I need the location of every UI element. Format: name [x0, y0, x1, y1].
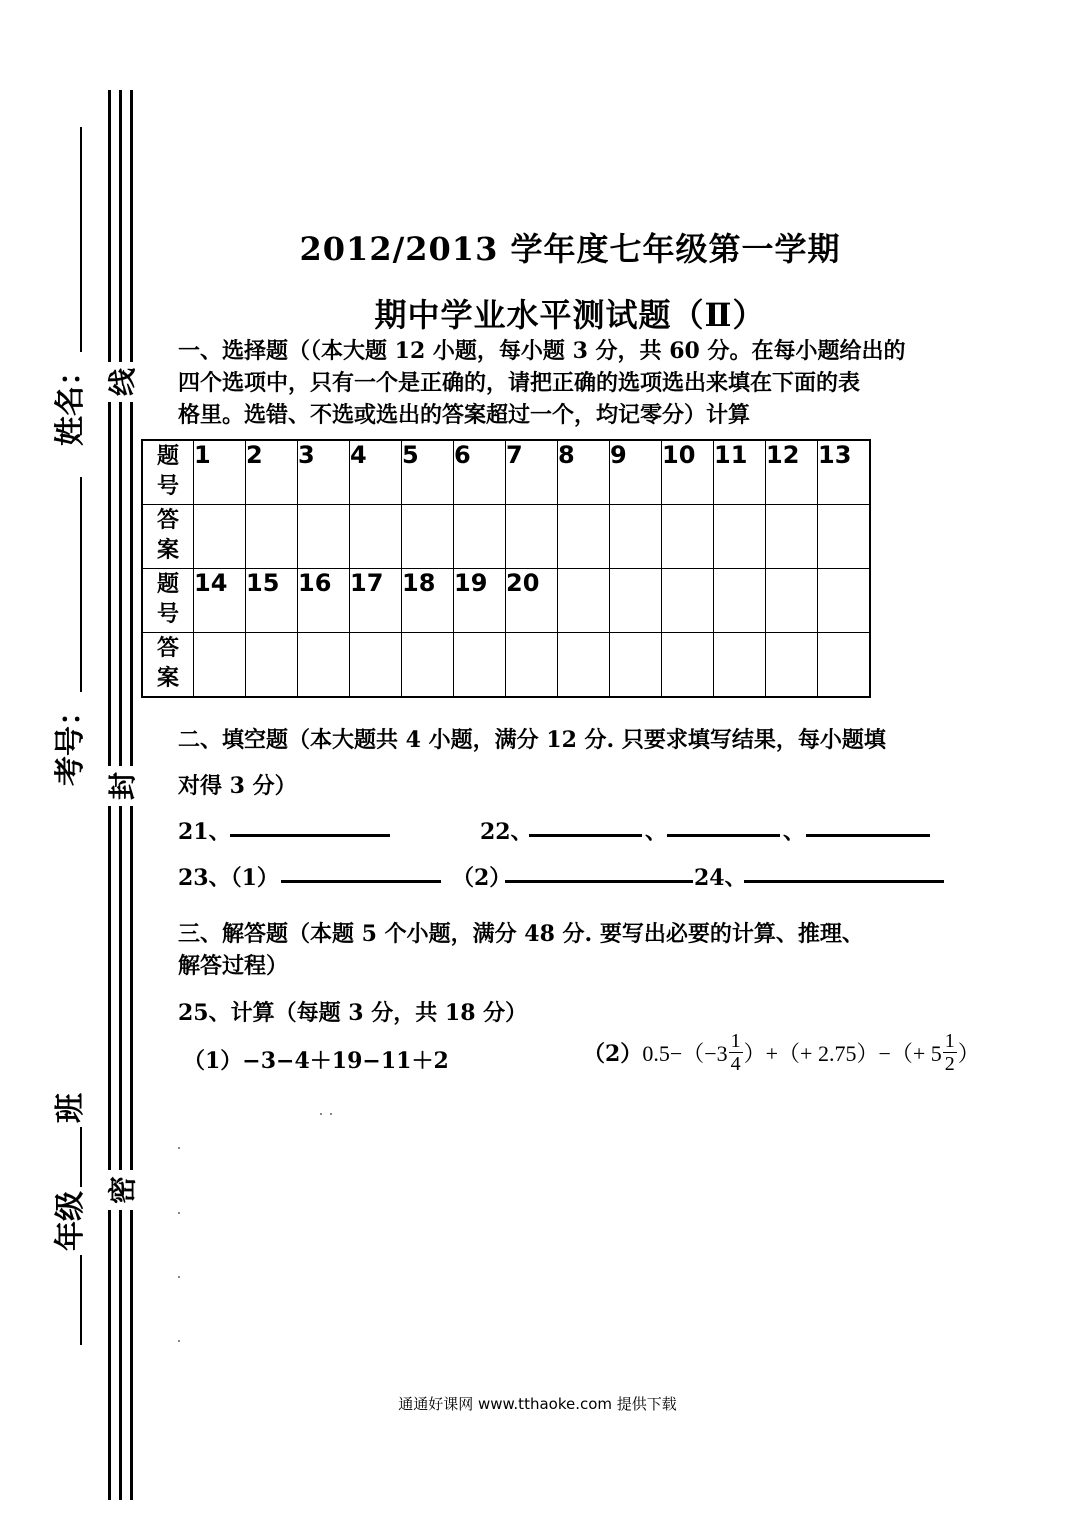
- q23-label: 23、（1）: [178, 865, 279, 891]
- q22-label: 22、: [480, 819, 533, 845]
- exam-title-line2: 期中学业水平测试题（Ⅱ）: [374, 296, 766, 334]
- question-number: [714, 569, 766, 633]
- q24-label: 24、: [694, 865, 747, 891]
- answer-cell[interactable]: [194, 633, 246, 698]
- question-number: 9: [610, 440, 662, 505]
- section3-instructions: 三、解答题（本题 5 个小题，满分 48 分. 要写出必要的计算、推理、 解答过程）: [178, 921, 864, 979]
- q24-blank[interactable]: [744, 880, 944, 883]
- question-number: 7: [506, 440, 558, 505]
- answer-grid: [141, 439, 871, 698]
- answer-cell[interactable]: [506, 505, 558, 569]
- question-number: 15: [246, 569, 298, 633]
- q23-label-2: （2）: [452, 865, 512, 891]
- q25-title: 25、计算（每题 3 分，共 18 分）: [178, 1000, 528, 1026]
- question-number: 13: [818, 440, 870, 505]
- question-number: 4: [350, 440, 402, 505]
- fraction-one-quarter: $\frac{1}{4}$: [730, 1030, 741, 1075]
- answer-cell[interactable]: [558, 633, 610, 698]
- grade-label: 年级: [53, 1191, 88, 1251]
- question-number: [558, 569, 610, 633]
- answer-cell[interactable]: [350, 633, 402, 698]
- answer-cell[interactable]: [506, 633, 558, 698]
- section2-instructions: 二、填空题（本大题共 4 小题，满分 12 分. 只要求填写结果，每小题填 对得 3 分）: [178, 727, 886, 799]
- question-number: [766, 569, 818, 633]
- answer-cell[interactable]: [714, 505, 766, 569]
- answer-cell[interactable]: [610, 505, 662, 569]
- q22-blank-3[interactable]: [806, 834, 930, 837]
- answer-cell[interactable]: [454, 633, 506, 698]
- answer-row-1: [142, 505, 870, 569]
- answer-cell[interactable]: [766, 633, 818, 698]
- question-number: [662, 569, 714, 633]
- question-number: 16: [298, 569, 350, 633]
- q25-part2-label: （2）: [583, 1041, 643, 1067]
- q22-blank-1[interactable]: [529, 834, 642, 837]
- q21-blank[interactable]: [230, 834, 390, 837]
- fraction-one-half: $\frac{1}{2}$: [944, 1030, 955, 1075]
- question-number: 3: [298, 440, 350, 505]
- grade-class-field[interactable]: [45, 1089, 89, 1345]
- question-number: 8: [558, 440, 610, 505]
- q21-label: 21、: [178, 819, 231, 845]
- q25-part1: （1）−3−4＋19−11＋2: [183, 1048, 449, 1074]
- answer-cell[interactable]: [610, 633, 662, 698]
- question-number: 5: [402, 440, 454, 505]
- answer-cell[interactable]: [662, 633, 714, 698]
- question-number: 12: [766, 440, 818, 505]
- question-number: 6: [454, 440, 506, 505]
- question-number: 11: [714, 440, 766, 505]
- q22-blank-2[interactable]: [667, 834, 780, 837]
- section1-instructions: 一、选择题（（本大题 12 小题，每小题 3 分，共 60 分。在每小题给出的 四个选项中，只有一个是正确的，请把正确的选项选出来填在下面的表 格里。选错、不选或选出的答案超过一个，均记零分）计算: [178, 338, 906, 428]
- question-number: 17: [350, 569, 402, 633]
- row-header-number: 题 号: [142, 569, 194, 633]
- q23-blank-2[interactable]: [505, 880, 693, 883]
- q23-blank-1[interactable]: [281, 880, 441, 883]
- expr-seg-b: ）+（+ 2.75）−（+ 5: [743, 1041, 942, 1066]
- answer-cell[interactable]: [246, 505, 298, 569]
- answer-cell[interactable]: [402, 633, 454, 698]
- answer-cell[interactable]: [558, 505, 610, 569]
- expr-seg-c: ）: [957, 1041, 980, 1066]
- margin-label-secret: 密: [105, 1175, 139, 1205]
- row-header-number: 题 号: [142, 440, 194, 505]
- answer-cell[interactable]: [818, 633, 870, 698]
- question-number: 20: [506, 569, 558, 633]
- row-header-answer: 答 案: [142, 505, 194, 569]
- name-field[interactable]: [45, 127, 89, 450]
- exam-number-label: 考号：: [53, 696, 88, 786]
- q22-sep-2: 、: [783, 819, 806, 845]
- question-number: 1: [194, 440, 246, 505]
- answer-cell[interactable]: [298, 505, 350, 569]
- answer-cell[interactable]: [246, 633, 298, 698]
- answer-cell[interactable]: [402, 505, 454, 569]
- q25-part2: [583, 1030, 980, 1075]
- question-number: 18: [402, 569, 454, 633]
- footer-credit: 通通好课网 www.tthaoke.com 提供下载: [398, 1395, 677, 1413]
- margin-label-line: 线: [105, 367, 139, 397]
- class-label: 班: [53, 1093, 88, 1123]
- question-number: [610, 569, 662, 633]
- question-number: 19: [454, 569, 506, 633]
- answer-cell[interactable]: [350, 505, 402, 569]
- answer-cell[interactable]: [766, 505, 818, 569]
- exam-title-line1: 2012/2013 学年度七年级第一学期: [299, 230, 841, 268]
- answer-cell[interactable]: [714, 633, 766, 698]
- question-number-row-2: [142, 569, 870, 633]
- answer-cell[interactable]: [454, 505, 506, 569]
- answer-cell[interactable]: [662, 505, 714, 569]
- exam-number-field[interactable]: [45, 477, 89, 790]
- question-number: [818, 569, 870, 633]
- expr-seg-a: 0.5−（−3: [642, 1041, 728, 1066]
- q22-sep-1: 、: [645, 819, 668, 845]
- name-label: 姓名：: [53, 356, 88, 446]
- margin-label-seal: 封: [105, 771, 139, 801]
- answer-row-2: [142, 633, 870, 698]
- answer-cell[interactable]: [194, 505, 246, 569]
- question-number-row-1: [142, 440, 870, 505]
- row-header-answer: 答 案: [142, 633, 194, 698]
- question-number: 2: [246, 440, 298, 505]
- question-number: 14: [194, 569, 246, 633]
- answer-cell[interactable]: [298, 633, 350, 698]
- answer-cell[interactable]: [818, 505, 870, 569]
- question-number: 10: [662, 440, 714, 505]
